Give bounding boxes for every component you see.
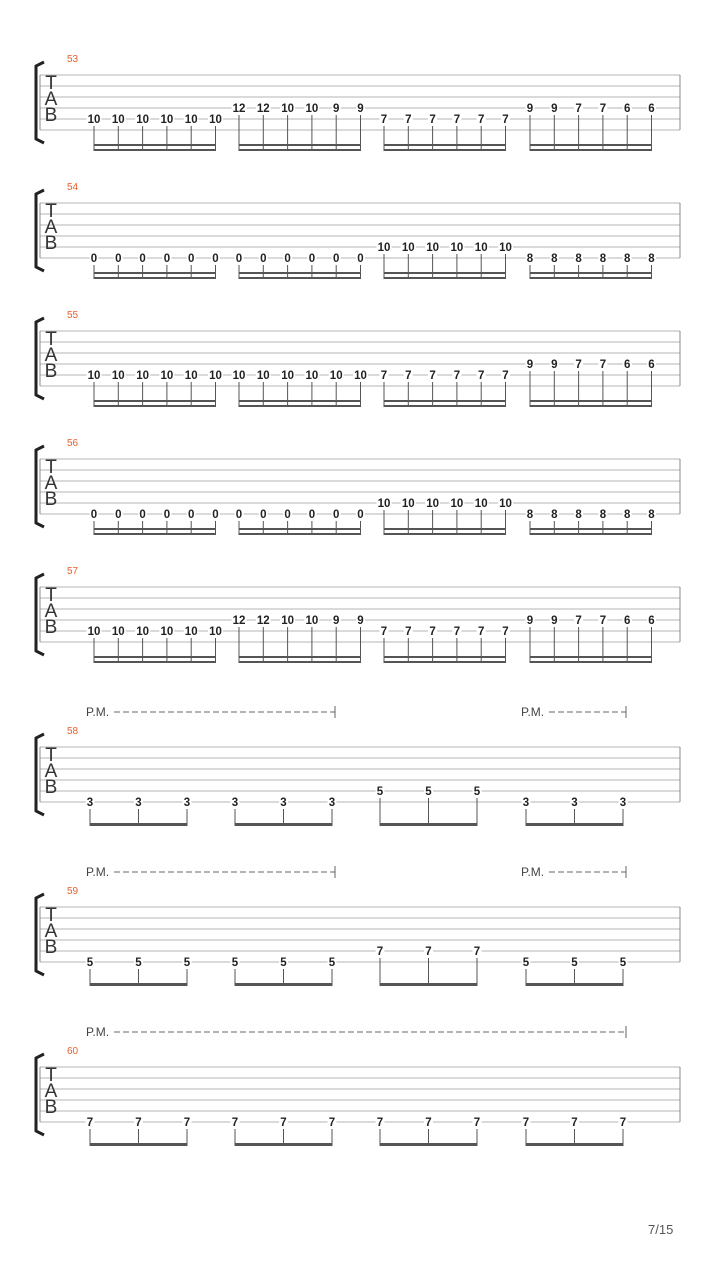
beam (380, 1143, 478, 1146)
beam (384, 400, 507, 402)
fret-number: 5 (522, 957, 530, 969)
fret-number: 7 (522, 1117, 530, 1129)
measure-number: 55 (67, 310, 79, 321)
fret-number: 7 (380, 626, 388, 638)
beam (530, 400, 653, 402)
fret-number: 0 (260, 509, 267, 521)
tab-system-59 (36, 865, 680, 986)
beam (530, 144, 653, 146)
fret-number: 8 (575, 253, 582, 265)
tab-clef-letter: T (45, 457, 57, 478)
fret-number: 5 (183, 957, 191, 969)
fret-number: 0 (187, 253, 195, 265)
beam (90, 1143, 188, 1146)
fret-number: 0 (308, 253, 316, 265)
tab-clef-letter: B (44, 777, 58, 798)
fret-number: 7 (477, 370, 485, 382)
tab-system-55 (36, 310, 680, 407)
fret-number: 3 (231, 797, 239, 809)
fret-number: 9 (551, 359, 558, 371)
beam (94, 533, 217, 535)
fret-number: 7 (473, 946, 481, 958)
fret-number: 3 (183, 797, 191, 809)
beam (239, 656, 362, 658)
fret-number: 10 (401, 242, 415, 254)
fret-number: 5 (571, 957, 578, 969)
beam (530, 533, 653, 535)
beam (235, 1143, 333, 1146)
fret-number: 5 (86, 957, 94, 969)
beam (90, 823, 188, 826)
fret-number: 5 (376, 786, 384, 798)
fret-number: 7 (575, 615, 582, 627)
fret-number: 0 (187, 509, 195, 521)
beam (94, 400, 217, 402)
fret-number: 10 (377, 242, 391, 254)
measure-number: 56 (67, 438, 79, 449)
fret-number: 0 (332, 253, 340, 265)
beam (94, 405, 217, 407)
fret-number: 7 (453, 370, 461, 382)
fret-number: 7 (575, 359, 582, 371)
fret-number: 10 (426, 242, 439, 254)
tab-clef-letter: T (45, 585, 57, 606)
fret-number: 8 (648, 509, 655, 521)
beam (380, 823, 478, 826)
fret-number: 0 (357, 509, 364, 521)
page-number: 7/15 (648, 1222, 674, 1237)
fret-number: 7 (86, 1117, 94, 1129)
tab-clef-letter: T (45, 329, 57, 350)
tab-clef-letter: A (44, 473, 58, 494)
fret-number: 7 (599, 615, 607, 627)
beam (530, 277, 653, 279)
fret-number: 8 (551, 253, 558, 265)
fret-number: 7 (575, 103, 582, 115)
beam (530, 661, 653, 663)
fret-number: 7 (453, 114, 461, 126)
fret-number: 9 (332, 103, 340, 115)
fret-number: 10 (87, 626, 101, 638)
tab-clef-letter: B (44, 937, 58, 958)
fret-number: 7 (231, 1117, 239, 1129)
fret-number: 10 (160, 370, 174, 382)
beam (94, 144, 217, 146)
fret-number: 9 (357, 103, 364, 115)
fret-number: 6 (623, 359, 631, 371)
fret-number: 0 (260, 253, 267, 265)
fret-number: 7 (619, 1117, 627, 1129)
fret-number: 5 (473, 786, 481, 798)
fret-number: 8 (526, 253, 534, 265)
tab-system-60 (36, 1025, 680, 1146)
beam (384, 528, 507, 530)
tab-system-57 (36, 566, 680, 663)
beam (94, 656, 217, 658)
fret-number: 5 (135, 957, 142, 969)
fret-number: 9 (526, 359, 534, 371)
fret-number: 7 (502, 626, 509, 638)
fret-number: 7 (280, 1117, 287, 1129)
beam (235, 983, 333, 986)
fret-number: 10 (184, 626, 198, 638)
beam (526, 1143, 624, 1146)
beam (239, 405, 362, 407)
fret-number: 7 (599, 359, 607, 371)
fret-number: 10 (474, 242, 488, 254)
fret-number: 5 (280, 957, 287, 969)
fret-number: 12 (256, 615, 270, 627)
tab-clef-letter: A (44, 345, 58, 366)
fret-number: 7 (405, 114, 412, 126)
fret-number: 7 (405, 626, 412, 638)
fret-number: 10 (136, 114, 149, 126)
fret-number: 3 (522, 797, 530, 809)
fret-number: 10 (281, 103, 294, 115)
tab-clef-letter: A (44, 601, 58, 622)
beam (384, 656, 507, 658)
measure-number: 54 (67, 182, 79, 193)
fret-number: 7 (502, 114, 509, 126)
beam (380, 983, 478, 986)
fret-number: 10 (329, 370, 343, 382)
beam (94, 272, 217, 274)
fret-number: 10 (160, 114, 174, 126)
fret-number: 8 (526, 509, 534, 521)
fret-number: 10 (281, 615, 294, 627)
fret-number: 6 (623, 615, 631, 627)
beam (235, 823, 333, 826)
fret-number: 3 (86, 797, 94, 809)
beam (384, 149, 507, 151)
measure-number: 53 (67, 54, 79, 65)
beam (239, 533, 362, 535)
fret-number: 0 (139, 509, 146, 521)
beam (90, 983, 188, 986)
tab-clef-letter: B (44, 361, 58, 382)
fret-number: 10 (184, 370, 198, 382)
palm-mute-label: P.M. (86, 865, 110, 879)
fret-number: 5 (328, 957, 336, 969)
fret-number: 7 (477, 114, 485, 126)
fret-number: 10 (111, 370, 125, 382)
beam (239, 400, 362, 402)
beam (239, 661, 362, 663)
beam (530, 656, 653, 658)
fret-number: 5 (619, 957, 627, 969)
fret-number: 10 (209, 370, 222, 382)
fret-number: 10 (184, 114, 198, 126)
fret-number: 7 (135, 1117, 142, 1129)
fret-number: 0 (90, 509, 98, 521)
palm-mute-label: P.M. (86, 1025, 110, 1039)
fret-number: 10 (354, 370, 367, 382)
fret-number: 7 (405, 370, 412, 382)
beam (94, 528, 217, 530)
fret-number: 10 (401, 498, 415, 510)
fret-number: 10 (474, 498, 488, 510)
fret-number: 10 (87, 370, 101, 382)
fret-number: 5 (231, 957, 239, 969)
fret-number: 0 (235, 509, 243, 521)
fret-number: 10 (87, 114, 101, 126)
tab-system-56 (36, 438, 680, 535)
beam (384, 405, 507, 407)
tab-clef-letter: B (44, 105, 58, 126)
fret-number: 9 (526, 615, 534, 627)
fret-number: 0 (235, 253, 243, 265)
fret-number: 10 (450, 498, 464, 510)
fret-number: 7 (429, 114, 436, 126)
tab-clef-letter: A (44, 1081, 58, 1102)
fret-number: 10 (232, 370, 246, 382)
fret-number: 10 (160, 626, 174, 638)
fret-number: 0 (139, 253, 146, 265)
beam (239, 272, 362, 274)
fret-number: 10 (136, 370, 149, 382)
fret-number: 7 (376, 946, 384, 958)
tab-clef-letter: T (45, 73, 57, 94)
fret-number: 8 (623, 253, 631, 265)
fret-number: 0 (308, 509, 316, 521)
tab-clef-letter: A (44, 217, 58, 238)
tab-clef-letter: B (44, 489, 58, 510)
measure-number: 57 (67, 566, 79, 577)
fret-number: 10 (256, 370, 270, 382)
fret-number: 10 (305, 103, 319, 115)
fret-number: 10 (209, 626, 222, 638)
tab-clef-letter: B (44, 233, 58, 254)
fret-number: 10 (111, 114, 125, 126)
tab-clef-letter: A (44, 921, 58, 942)
fret-number: 5 (425, 786, 432, 798)
beam (94, 149, 217, 151)
fret-number: 0 (115, 509, 122, 521)
fret-number: 12 (232, 615, 246, 627)
tab-system-58 (36, 705, 680, 826)
beam (530, 272, 653, 274)
fret-number: 10 (426, 498, 439, 510)
tab-clef-letter: T (45, 745, 57, 766)
tab-clef-letter: T (45, 905, 57, 926)
beam (239, 277, 362, 279)
fret-number: 7 (429, 626, 436, 638)
fret-number: 7 (425, 946, 432, 958)
fret-number: 12 (232, 103, 246, 115)
fret-number: 8 (575, 509, 582, 521)
fret-number: 9 (332, 615, 340, 627)
beam (530, 528, 653, 530)
beam (384, 144, 507, 146)
fret-number: 9 (551, 615, 558, 627)
beam (94, 661, 217, 663)
fret-number: 3 (571, 797, 578, 809)
beam (239, 149, 362, 151)
fret-number: 0 (163, 509, 171, 521)
beam (94, 277, 217, 279)
beam (530, 405, 653, 407)
fret-number: 0 (284, 509, 291, 521)
beam (239, 528, 362, 530)
tab-clef-letter: T (45, 201, 57, 222)
fret-number: 3 (328, 797, 336, 809)
tab-clef-letter: A (44, 89, 58, 110)
fret-number: 8 (551, 509, 558, 521)
fret-number: 3 (280, 797, 287, 809)
fret-number: 7 (380, 370, 388, 382)
beam (384, 533, 507, 535)
fret-number: 7 (380, 114, 388, 126)
beam (239, 144, 362, 146)
fret-number: 8 (599, 509, 607, 521)
fret-number: 10 (499, 498, 512, 510)
fret-number: 10 (305, 615, 319, 627)
fret-number: 10 (305, 370, 319, 382)
measure-number: 60 (67, 1046, 79, 1057)
fret-number: 10 (281, 370, 294, 382)
fret-number: 7 (183, 1117, 191, 1129)
palm-mute-label: P.M. (521, 705, 545, 719)
fret-number: 10 (450, 242, 464, 254)
beam (530, 149, 653, 151)
fret-number: 8 (648, 253, 655, 265)
fret-number: 7 (571, 1117, 578, 1129)
fret-number: 10 (136, 626, 149, 638)
fret-number: 10 (209, 114, 222, 126)
beam (384, 277, 507, 279)
fret-number: 0 (90, 253, 98, 265)
tab-system-54 (36, 182, 680, 279)
fret-number: 0 (212, 253, 219, 265)
fret-number: 6 (648, 359, 655, 371)
fret-number: 0 (332, 509, 340, 521)
fret-number: 7 (599, 103, 607, 115)
fret-number: 7 (376, 1117, 384, 1129)
fret-number: 7 (473, 1117, 481, 1129)
fret-number: 0 (212, 509, 219, 521)
fret-number: 0 (284, 253, 291, 265)
fret-number: 12 (256, 103, 270, 115)
beam (384, 272, 507, 274)
tab-clef-letter: A (44, 761, 58, 782)
fret-number: 9 (526, 103, 534, 115)
tab-system-53 (36, 54, 680, 151)
fret-number: 7 (429, 370, 436, 382)
fret-number: 6 (623, 103, 631, 115)
fret-number: 3 (619, 797, 627, 809)
fret-number: 10 (499, 242, 512, 254)
fret-number: 6 (648, 615, 655, 627)
fret-number: 10 (111, 626, 125, 638)
fret-number: 0 (115, 253, 122, 265)
beam (526, 823, 624, 826)
palm-mute-label: P.M. (86, 705, 110, 719)
fret-number: 8 (599, 253, 607, 265)
tab-clef-letter: T (45, 1065, 57, 1086)
fret-number: 0 (163, 253, 171, 265)
fret-number: 7 (477, 626, 485, 638)
fret-number: 10 (377, 498, 391, 510)
fret-number: 9 (551, 103, 558, 115)
fret-number: 9 (357, 615, 364, 627)
measure-number: 59 (67, 886, 79, 897)
fret-number: 7 (328, 1117, 336, 1129)
fret-number: 6 (648, 103, 655, 115)
tab-clef-letter: B (44, 617, 58, 638)
beam (526, 983, 624, 986)
palm-mute-label: P.M. (521, 865, 545, 879)
beam (384, 661, 507, 663)
fret-number: 7 (502, 370, 509, 382)
fret-number: 8 (623, 509, 631, 521)
fret-number: 3 (135, 797, 142, 809)
fret-number: 7 (453, 626, 461, 638)
fret-number: 7 (425, 1117, 432, 1129)
fret-number: 0 (357, 253, 364, 265)
tab-clef-letter: B (44, 1097, 58, 1118)
measure-number: 58 (67, 726, 79, 737)
